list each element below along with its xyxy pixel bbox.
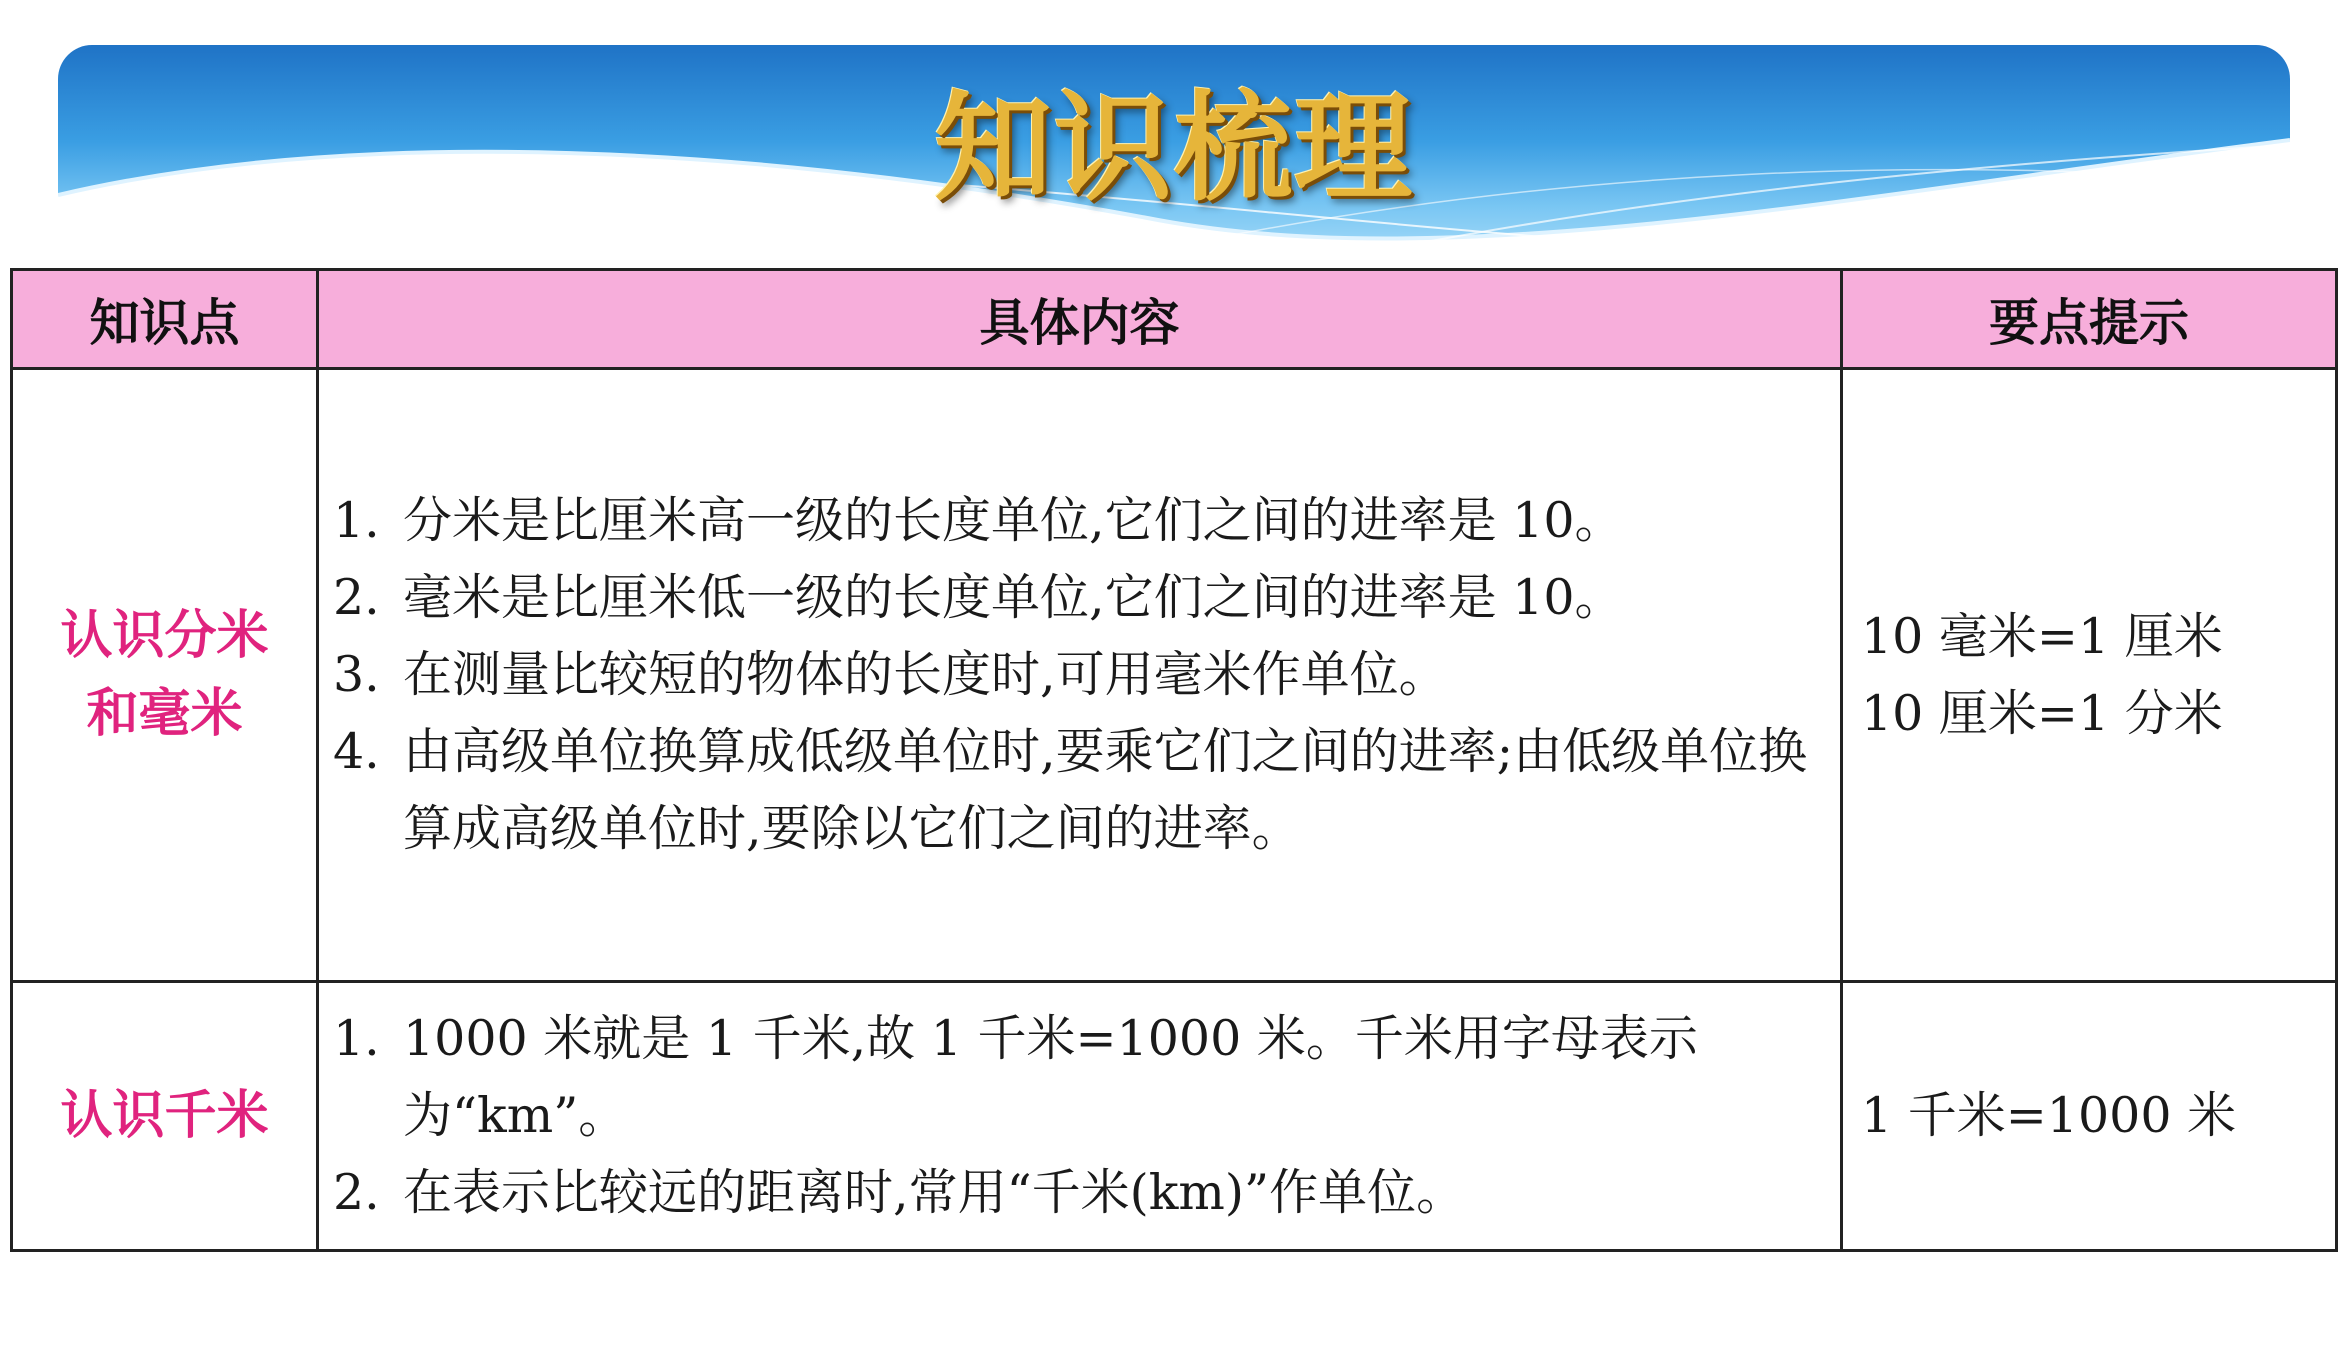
topic-label: 和毫米 [86, 683, 243, 744]
item-text: 毫米是比厘米低一级的长度单位,它们之间的进率是 10。 [403, 569, 1624, 627]
content-cell [318, 369, 1842, 982]
topic-label: 认识分米 [60, 605, 269, 666]
item-text: 在表示比较远的距离时,常用“千米(km)”作单位。 [403, 1164, 1466, 1222]
tip-text: 1 千米=1000 米 [1861, 1087, 2237, 1145]
tip-text: 10 毫米=1 厘米 [1861, 607, 2223, 665]
content-list [333, 1000, 1832, 1231]
list-item [333, 559, 1832, 636]
page-title: 知识梳理 [933, 78, 1414, 217]
item-number: 3. [333, 646, 380, 704]
topic-cell [12, 369, 318, 982]
item-text: 在测量比较短的物体的长度时,可用毫米作单位。 [403, 646, 1448, 704]
knowledge-table [10, 268, 2338, 1252]
tip-text: 10 厘米=1 分米 [1861, 684, 2223, 742]
item-number: 2. [333, 569, 380, 627]
list-item [333, 1000, 1832, 1154]
item-number: 4. [333, 723, 380, 781]
item-text: 分米是比厘米高一级的长度单位,它们之间的进率是 10。 [403, 492, 1624, 550]
item-text: 1000 米就是 1 千米,故 1 千米=1000 米。千米用字母表示为“km”。 [403, 1010, 1698, 1145]
tip-cell [1842, 981, 2337, 1250]
list-item [333, 482, 1832, 559]
item-number: 2. [333, 1164, 380, 1222]
header-key-tips: 要点提示 [1842, 270, 2337, 369]
table-header-row [12, 270, 2337, 369]
topic-label: 认识千米 [60, 1085, 269, 1146]
item-number: 1. [333, 1010, 380, 1068]
tip-cell [1842, 369, 2337, 982]
table-row [12, 981, 2337, 1250]
list-item [333, 1154, 1832, 1231]
item-number: 1. [333, 492, 380, 550]
content-cell [318, 981, 1842, 1250]
topic-cell [12, 981, 318, 1250]
item-text: 由高级单位换算成低级单位时,要乘它们之间的进率;由低级单位换算成高级单位时,要除以它们之间的进率。 [403, 723, 1808, 858]
header-knowledge-point: 知识点 [12, 270, 318, 369]
list-item [333, 636, 1832, 713]
content-list [333, 482, 1832, 867]
list-item [333, 713, 1832, 867]
table-row [12, 369, 2337, 982]
title-banner [58, 45, 2290, 260]
header-specific-content: 具体内容 [318, 270, 1842, 369]
